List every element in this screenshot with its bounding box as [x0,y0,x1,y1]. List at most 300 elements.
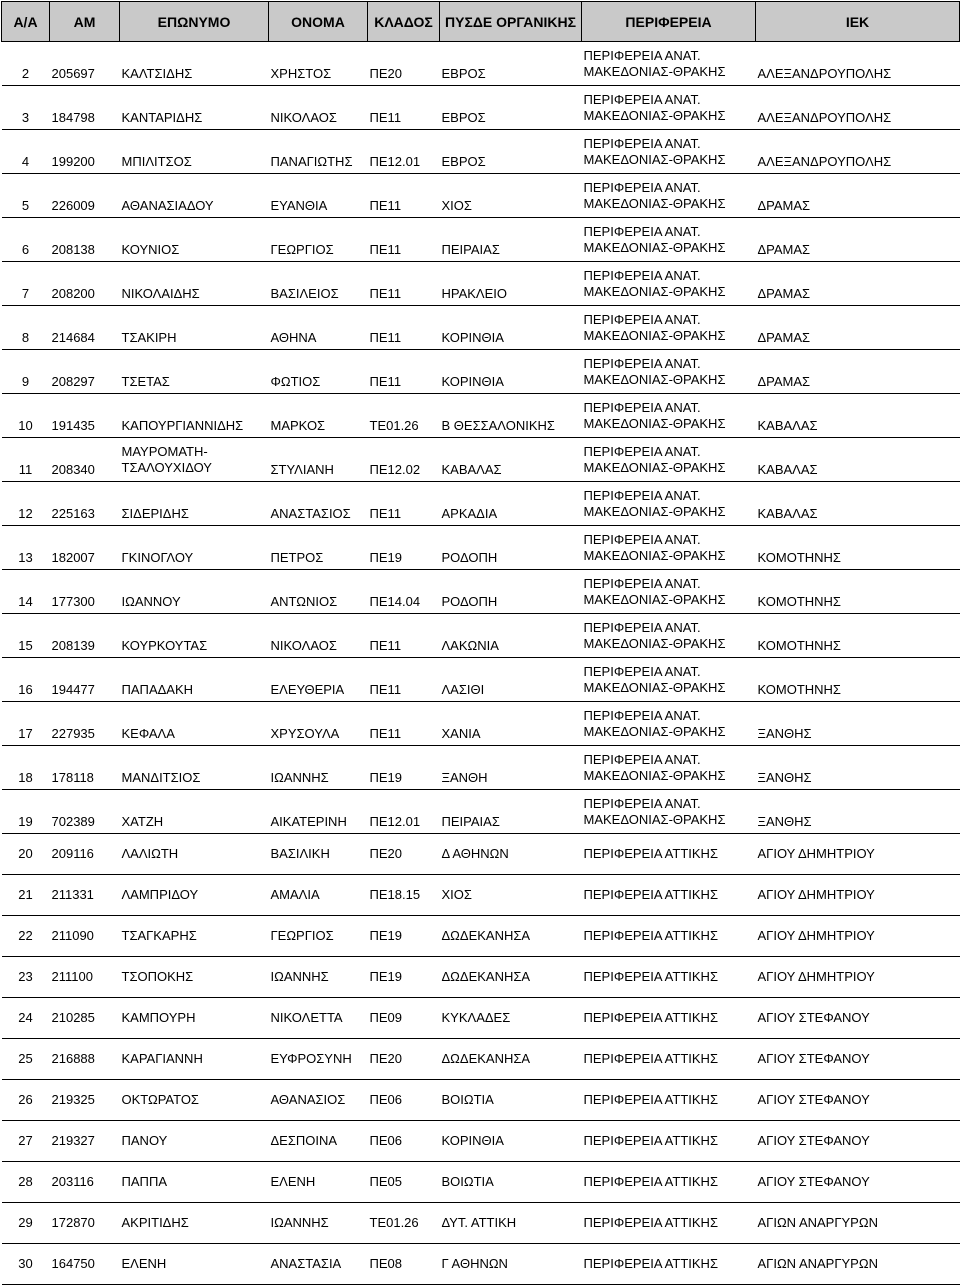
cell-klados: ΠΕ05 [368,1162,440,1203]
cell-klados: ΠΕ20 [368,42,440,86]
cell-aa: 20 [2,834,50,875]
cell-am: 208200 [50,262,120,306]
cell-perifereia-line1: ΠΕΡΙΦΕΡΕΙΑ ΑΝΑΤ. [583,311,701,327]
cell-aa: 8 [2,306,50,350]
cell-am: 203116 [50,1162,120,1203]
cell-klados: ΠΕ12.02 [368,438,440,482]
cell-onoma: ΝΙΚΟΛΕΤΤΑ [269,998,368,1039]
table-row [2,526,960,570]
cell-perifereia: ΠΕΡΙΦΕΡΕΙΑ ΑΤΤΙΚΗΣ [582,1121,756,1162]
cell-am: 225163 [50,482,120,526]
cell-eponymo: ΕΛΕΝΗ [120,1244,269,1285]
cell-eponymo: ΚΕΦΑΛΑ [120,702,269,746]
cell-aa: 10 [2,394,50,438]
cell-am: 219325 [50,1080,120,1121]
cell-perifereia-line1: ΠΕΡΙΦΕΡΕΙΑ ΑΝΑΤ. [583,179,701,195]
cell-onoma: ΑΝΑΣΤΑΣΙΑ [269,1244,368,1285]
table-body [2,42,960,1285]
cell-iek: ΑΓΙΟΥ ΣΤΕΦΑΝΟΥ [756,1121,960,1162]
cell-klados: ΠΕ06 [368,1080,440,1121]
header-aa: Α/Α [2,2,50,42]
cell-onoma: ΑΝΑΣΤΑΣΙΟΣ [269,482,368,526]
cell-aa: 2 [2,42,50,86]
cell-klados: ΠΕ19 [368,916,440,957]
cell-am: 210285 [50,998,120,1039]
cell-perifereia: ΠΕΡΙΦΕΡΕΙΑ ΑΤΤΙΚΗΣ [582,1039,756,1080]
cell-klados: ΠΕ11 [368,86,440,130]
cell-perifereia-line1: ΠΕΡΙΦΕΡΕΙΑ ΑΝΑΤ. [583,47,701,63]
table-row [2,1162,960,1203]
cell-onoma: ΕΥΦΡΟΣΥΝΗ [269,1039,368,1080]
cell-am: 164750 [50,1244,120,1285]
table-row [2,394,960,438]
table-row [2,998,960,1039]
cell-pysde: ΛΑΣΙΘΙ [440,658,582,702]
table-row [2,438,960,482]
table-row [2,875,960,916]
cell-onoma: ΣΤΥΛΙΑΝΗ [269,438,368,482]
cell-am: 226009 [50,174,120,218]
cell-pysde: ΧΙΟΣ [440,174,582,218]
cell-onoma: ΦΩΤΙΟΣ [269,350,368,394]
cell-perifereia-line1: ΠΕΡΙΦΕΡΕΙΑ ΑΝΑΤ. [583,443,701,459]
table-row [2,1244,960,1285]
cell-perifereia-line1: ΠΕΡΙΦΕΡΕΙΑ ΑΝΑΤ. [583,223,701,239]
cell-perifereia [582,746,756,790]
cell-onoma: ΠΑΝΑΓΙΩΤΗΣ [269,130,368,174]
cell-pysde: ΞΑΝΘΗ [440,746,582,790]
cell-am: 172870 [50,1203,120,1244]
table-row [2,86,960,130]
cell-onoma: ΝΙΚΟΛΑΟΣ [269,86,368,130]
cell-perifereia: ΠΕΡΙΦΕΡΕΙΑ ΑΤΤΙΚΗΣ [582,1203,756,1244]
cell-pysde: ΒΟΙΩΤΙΑ [440,1162,582,1203]
cell-eponymo: ΤΣΑΓΚΑΡΗΣ [120,916,269,957]
cell-aa: 21 [2,875,50,916]
cell-perifereia-line2: ΜΑΚΕΔΟΝΙΑΣ-ΘΡΑΚΗΣ [583,371,726,387]
header-am: ΑΜ [50,2,120,42]
cell-am: 182007 [50,526,120,570]
cell-onoma: ΕΛΕΝΗ [269,1162,368,1203]
cell-am: 208139 [50,614,120,658]
cell-aa: 11 [2,438,50,482]
cell-iek: ΔΡΑΜΑΣ [756,218,960,262]
cell-aa: 22 [2,916,50,957]
table-row [2,1203,960,1244]
cell-klados: ΠΕ11 [368,350,440,394]
table-row [2,350,960,394]
cell-onoma: ΙΩΑΝΝΗΣ [269,1203,368,1244]
cell-pysde: ΔΩΔΕΚΑΝΗΣΑ [440,916,582,957]
table-row [2,1080,960,1121]
cell-am: 227935 [50,702,120,746]
cell-perifereia [582,218,756,262]
cell-perifereia-line2: ΜΑΚΕΔΟΝΙΑΣ-ΘΡΑΚΗΣ [583,327,726,343]
cell-aa: 6 [2,218,50,262]
cell-onoma: ΕΛΕΥΘΕΡΙΑ [269,658,368,702]
cell-pysde: ΔΥΤ. ΑΤΤΙΚΗ [440,1203,582,1244]
cell-pysde: ΧΑΝΙΑ [440,702,582,746]
table-row [2,702,960,746]
cell-perifereia-line2: ΜΑΚΕΔΟΝΙΑΣ-ΘΡΑΚΗΣ [583,503,726,519]
cell-perifereia-line1: ΠΕΡΙΦΕΡΕΙΑ ΑΝΑΤ. [583,487,701,503]
table-row [2,306,960,350]
cell-aa: 15 [2,614,50,658]
cell-perifereia-line1: ΠΕΡΙΦΕΡΕΙΑ ΑΝΑΤ. [583,707,701,723]
cell-klados: ΠΕ11 [368,262,440,306]
cell-aa: 4 [2,130,50,174]
cell-perifereia [582,658,756,702]
cell-pysde: Γ ΑΘΗΝΩΝ [440,1244,582,1285]
cell-perifereia-line1: ΠΕΡΙΦΕΡΕΙΑ ΑΝΑΤ. [583,619,701,635]
cell-perifereia [582,174,756,218]
cell-perifereia-line1: ΠΕΡΙΦΕΡΕΙΑ ΑΝΑΤ. [583,355,701,371]
cell-onoma: ΑΙΚΑΤΕΡΙΝΗ [269,790,368,834]
cell-perifereia: ΠΕΡΙΦΕΡΕΙΑ ΑΤΤΙΚΗΣ [582,875,756,916]
cell-klados: ΠΕ19 [368,957,440,998]
cell-pysde: ΚΟΡΙΝΘΙΑ [440,1121,582,1162]
cell-aa: 17 [2,702,50,746]
cell-eponymo-line1: ΜΑΥΡΟΜΑΤΗ- [121,443,208,459]
cell-pysde: ΕΒΡΟΣ [440,42,582,86]
table-row [2,614,960,658]
cell-pysde: ΑΡΚΑΔΙΑ [440,482,582,526]
cell-perifereia-line2: ΜΑΚΕΔΟΝΙΑΣ-ΘΡΑΚΗΣ [583,415,726,431]
cell-iek: ΑΓΙΟΥ ΣΤΕΦΑΝΟΥ [756,1162,960,1203]
cell-pysde: ΕΒΡΟΣ [440,130,582,174]
cell-aa: 24 [2,998,50,1039]
cell-aa: 5 [2,174,50,218]
cell-perifereia: ΠΕΡΙΦΕΡΕΙΑ ΑΤΤΙΚΗΣ [582,1162,756,1203]
header-klados: ΚΛΑΔΟΣ [368,2,440,42]
cell-pysde: ΔΩΔΕΚΑΝΗΣΑ [440,957,582,998]
cell-perifereia-line2: ΜΑΚΕΔΟΝΙΑΣ-ΘΡΑΚΗΣ [583,63,726,79]
cell-aa: 19 [2,790,50,834]
cell-pysde: Β ΘΕΣΣΑΛΟΝΙΚΗΣ [440,394,582,438]
cell-eponymo: ΤΣΟΠΟΚΗΣ [120,957,269,998]
cell-iek: ΑΓΙΟΥ ΣΤΕΦΑΝΟΥ [756,1039,960,1080]
cell-am: 177300 [50,570,120,614]
cell-am: 211100 [50,957,120,998]
cell-pysde: ΒΟΙΩΤΙΑ [440,1080,582,1121]
cell-klados: ΠΕ11 [368,702,440,746]
cell-klados: ΠΕ19 [368,746,440,790]
cell-perifereia [582,790,756,834]
cell-onoma: ΑΘΑΝΑΣΙΟΣ [269,1080,368,1121]
cell-perifereia-line1: ΠΕΡΙΦΕΡΕΙΑ ΑΝΑΤ. [583,575,701,591]
table-row [2,130,960,174]
cell-aa: 28 [2,1162,50,1203]
cell-perifereia [582,438,756,482]
cell-eponymo: ΛΑΜΠΡΙΔΟΥ [120,875,269,916]
cell-perifereia-line2: ΜΑΚΕΔΟΝΙΑΣ-ΘΡΑΚΗΣ [583,107,726,123]
cell-iek: ΑΛΕΞΑΝΔΡΟΥΠΟΛΗΣ [756,42,960,86]
table-row [2,746,960,790]
cell-pysde: ΚΟΡΙΝΘΙΑ [440,306,582,350]
cell-iek: ΚΑΒΑΛΑΣ [756,438,960,482]
cell-perifereia: ΠΕΡΙΦΕΡΕΙΑ ΑΤΤΙΚΗΣ [582,998,756,1039]
cell-klados: ΠΕ09 [368,998,440,1039]
cell-iek: ΑΓΙΩΝ ΑΝΑΡΓΥΡΩΝ [756,1203,960,1244]
cell-klados: ΠΕ20 [368,834,440,875]
cell-onoma: ΙΩΑΝΝΗΣ [269,957,368,998]
cell-aa: 12 [2,482,50,526]
cell-onoma: ΒΑΣΙΛΙΚΗ [269,834,368,875]
table-row [2,482,960,526]
cell-am: 211331 [50,875,120,916]
cell-klados: ΠΕ11 [368,482,440,526]
cell-klados: ΠΕ11 [368,306,440,350]
cell-eponymo: ΛΑΛΙΩΤΗ [120,834,269,875]
cell-perifereia-line2: ΜΑΚΕΔΟΝΙΑΣ-ΘΡΑΚΗΣ [583,767,726,783]
cell-klados: ΠΕ18.15 [368,875,440,916]
cell-aa: 13 [2,526,50,570]
cell-am: 205697 [50,42,120,86]
cell-eponymo: ΜΠΙΛΙΤΣΟΣ [120,130,269,174]
cell-perifereia-line2: ΜΑΚΕΔΟΝΙΑΣ-ΘΡΑΚΗΣ [583,547,726,563]
cell-perifereia [582,526,756,570]
table-row [2,1121,960,1162]
cell-perifereia-line1: ΠΕΡΙΦΕΡΕΙΑ ΑΝΑΤ. [583,135,701,151]
cell-klados: ΠΕ20 [368,1039,440,1080]
cell-pysde: ΚΑΒΑΛΑΣ [440,438,582,482]
cell-perifereia-line2: ΜΑΚΕΔΟΝΙΑΣ-ΘΡΑΚΗΣ [583,679,726,695]
cell-perifereia-line2: ΜΑΚΕΔΟΝΙΑΣ-ΘΡΑΚΗΣ [583,195,726,211]
cell-eponymo-line2: ΤΣΑΛΟΥΧΙΔΟΥ [121,459,212,475]
cell-onoma: ΑΜΑΛΙΑ [269,875,368,916]
cell-onoma: ΝΙΚΟΛΑΟΣ [269,614,368,658]
table-row [2,174,960,218]
cell-klados: ΠΕ11 [368,174,440,218]
cell-klados: ΠΕ11 [368,218,440,262]
cell-perifereia: ΠΕΡΙΦΕΡΕΙΑ ΑΤΤΙΚΗΣ [582,1080,756,1121]
cell-iek: ΞΑΝΘΗΣ [756,746,960,790]
cell-klados: ΠΕ12.01 [368,790,440,834]
cell-am: 211090 [50,916,120,957]
cell-perifereia [582,394,756,438]
cell-eponymo: ΑΚΡΙΤΙΔΗΣ [120,1203,269,1244]
cell-eponymo: ΚΟΥΡΚΟΥΤΑΣ [120,614,269,658]
cell-pysde: ΔΩΔΕΚΑΝΗΣΑ [440,1039,582,1080]
cell-iek: ΑΓΙΟΥ ΔΗΜΗΤΡΙΟΥ [756,875,960,916]
cell-perifereia [582,482,756,526]
cell-iek: ΚΟΜΟΤΗΝΗΣ [756,526,960,570]
cell-klados: ΠΕ12.01 [368,130,440,174]
cell-klados: ΠΕ08 [368,1244,440,1285]
cell-eponymo: ΚΑΡΑΓΙΑΝΝΗ [120,1039,269,1080]
cell-aa: 16 [2,658,50,702]
cell-am: 216888 [50,1039,120,1080]
cell-onoma: ΒΑΣΙΛΕΙΟΣ [269,262,368,306]
cell-iek: ΔΡΑΜΑΣ [756,174,960,218]
table-row [2,1039,960,1080]
cell-iek: ΔΡΑΜΑΣ [756,262,960,306]
cell-iek: ΚΟΜΟΤΗΝΗΣ [756,614,960,658]
cell-pysde: ΡΟΔΟΠΗ [440,570,582,614]
cell-pysde: ΡΟΔΟΠΗ [440,526,582,570]
cell-eponymo: ΝΙΚΟΛΑΙΔΗΣ [120,262,269,306]
cell-am: 219327 [50,1121,120,1162]
cell-iek: ΚΟΜΟΤΗΝΗΣ [756,570,960,614]
cell-am: 208138 [50,218,120,262]
personnel-table [1,1,960,1285]
cell-perifereia-line2: ΜΑΚΕΔΟΝΙΑΣ-ΘΡΑΚΗΣ [583,591,726,607]
cell-aa: 3 [2,86,50,130]
cell-perifereia: ΠΕΡΙΦΕΡΕΙΑ ΑΤΤΙΚΗΣ [582,1244,756,1285]
cell-am: 208297 [50,350,120,394]
cell-perifereia-line2: ΜΑΚΕΔΟΝΙΑΣ-ΘΡΑΚΗΣ [583,811,726,827]
cell-perifereia-line2: ΜΑΚΕΔΟΝΙΑΣ-ΘΡΑΚΗΣ [583,239,726,255]
cell-perifereia: ΠΕΡΙΦΕΡΕΙΑ ΑΤΤΙΚΗΣ [582,957,756,998]
cell-perifereia-line2: ΜΑΚΕΔΟΝΙΑΣ-ΘΡΑΚΗΣ [583,459,726,475]
cell-aa: 30 [2,1244,50,1285]
cell-aa: 18 [2,746,50,790]
cell-pysde: ΚΥΚΛΑΔΕΣ [440,998,582,1039]
cell-perifereia-line1: ΠΕΡΙΦΕΡΕΙΑ ΑΝΑΤ. [583,531,701,547]
cell-onoma: ΑΘΗΝΑ [269,306,368,350]
cell-am: 702389 [50,790,120,834]
table-row [2,570,960,614]
cell-perifereia-line1: ΠΕΡΙΦΕΡΕΙΑ ΑΝΑΤ. [583,91,701,107]
cell-iek: ΔΡΑΜΑΣ [756,350,960,394]
cell-iek: ΑΓΙΟΥ ΣΤΕΦΑΝΟΥ [756,998,960,1039]
cell-am: 191435 [50,394,120,438]
header-perifereia: ΠΕΡΙΦΕΡΕΙΑ [582,2,756,42]
cell-iek: ΞΑΝΘΗΣ [756,790,960,834]
cell-klados: ΠΕ19 [368,526,440,570]
cell-perifereia [582,350,756,394]
cell-pysde: ΛΑΚΩΝΙΑ [440,614,582,658]
cell-onoma: ΧΡΗΣΤΟΣ [269,42,368,86]
header-eponymo: ΕΠΩΝΥΜΟ [120,2,269,42]
cell-onoma: ΧΡΥΣΟΥΛΑ [269,702,368,746]
cell-iek: ΚΟΜΟΤΗΝΗΣ [756,658,960,702]
cell-aa: 29 [2,1203,50,1244]
cell-eponymo: ΤΣΕΤΑΣ [120,350,269,394]
cell-am: 194477 [50,658,120,702]
cell-iek: ΑΓΙΩΝ ΑΝΑΡΓΥΡΩΝ [756,1244,960,1285]
cell-iek: ΚΑΒΑΛΑΣ [756,482,960,526]
table-row [2,834,960,875]
cell-eponymo: ΚΑΠΟΥΡΓΙΑΝΝΙΔΗΣ [120,394,269,438]
cell-perifereia-line1: ΠΕΡΙΦΕΡΕΙΑ ΑΝΑΤ. [583,399,701,415]
cell-onoma: ΕΥΑΝΘΙΑ [269,174,368,218]
cell-onoma: ΔΕΣΠΟΙΝΑ [269,1121,368,1162]
cell-onoma: ΓΕΩΡΓΙΟΣ [269,916,368,957]
table-row [2,790,960,834]
cell-aa: 27 [2,1121,50,1162]
cell-am: 178118 [50,746,120,790]
cell-perifereia: ΠΕΡΙΦΕΡΕΙΑ ΑΤΤΙΚΗΣ [582,916,756,957]
cell-perifereia-line2: ΜΑΚΕΔΟΝΙΑΣ-ΘΡΑΚΗΣ [583,283,726,299]
cell-aa: 23 [2,957,50,998]
cell-pysde: ΗΡΑΚΛΕΙΟ [440,262,582,306]
cell-pysde: ΠΕΙΡΑΙΑΣ [440,790,582,834]
cell-eponymo: ΧΑΤΖΗ [120,790,269,834]
cell-perifereia [582,130,756,174]
cell-klados: ΠΕ11 [368,658,440,702]
cell-aa: 25 [2,1039,50,1080]
header-pysde: ΠΥΣΔΕ ΟΡΓΑΝΙΚΗΣ [440,2,582,42]
cell-eponymo: ΜΑΝΔΙΤΣΙΟΣ [120,746,269,790]
cell-pysde: ΚΟΡΙΝΘΙΑ [440,350,582,394]
cell-perifereia-line2: ΜΑΚΕΔΟΝΙΑΣ-ΘΡΑΚΗΣ [583,723,726,739]
cell-iek: ΚΑΒΑΛΑΣ [756,394,960,438]
cell-iek: ΑΛΕΞΑΝΔΡΟΥΠΟΛΗΣ [756,86,960,130]
cell-onoma: ΙΩΑΝΝΗΣ [269,746,368,790]
cell-eponymo: ΤΣΑΚΙΡΗ [120,306,269,350]
cell-iek: ΞΑΝΘΗΣ [756,702,960,746]
header-iek: ΙΕΚ [756,2,960,42]
cell-aa: 7 [2,262,50,306]
cell-perifereia-line2: ΜΑΚΕΔΟΝΙΑΣ-ΘΡΑΚΗΣ [583,635,726,651]
cell-am: 208340 [50,438,120,482]
cell-iek: ΑΓΙΟΥ ΣΤΕΦΑΝΟΥ [756,1080,960,1121]
table-row [2,957,960,998]
cell-eponymo: ΚΑΝΤΑΡΙΔΗΣ [120,86,269,130]
cell-eponymo: ΠΑΠΑΔΑΚΗ [120,658,269,702]
cell-eponymo: ΚΑΛΤΣΙΔΗΣ [120,42,269,86]
cell-klados: ΠΕ11 [368,614,440,658]
cell-iek: ΑΛΕΞΑΝΔΡΟΥΠΟΛΗΣ [756,130,960,174]
cell-pysde: ΕΒΡΟΣ [440,86,582,130]
cell-perifereia [582,306,756,350]
cell-eponymo: ΣΙΔΕΡΙΔΗΣ [120,482,269,526]
table-row [2,916,960,957]
cell-perifereia [582,262,756,306]
table-row [2,218,960,262]
cell-iek: ΑΓΙΟΥ ΔΗΜΗΤΡΙΟΥ [756,916,960,957]
cell-am: 214684 [50,306,120,350]
cell-klados: ΤΕ01.26 [368,1203,440,1244]
table-header-row [2,2,960,42]
cell-eponymo: ΓΚΙΝΟΓΛΟΥ [120,526,269,570]
cell-eponymo: ΠΑΝΟΥ [120,1121,269,1162]
cell-iek: ΑΓΙΟΥ ΔΗΜΗΤΡΙΟΥ [756,957,960,998]
cell-iek: ΑΓΙΟΥ ΔΗΜΗΤΡΙΟΥ [756,834,960,875]
cell-eponymo: ΚΟΥΝΙΟΣ [120,218,269,262]
cell-pysde: ΠΕΙΡΑΙΑΣ [440,218,582,262]
cell-eponymo: ΟΚΤΩΡΑΤΟΣ [120,1080,269,1121]
cell-aa: 9 [2,350,50,394]
cell-onoma: ΓΕΩΡΓΙΟΣ [269,218,368,262]
cell-klados: ΤΕ01.26 [368,394,440,438]
table-row [2,42,960,86]
cell-am: 199200 [50,130,120,174]
cell-eponymo: ΠΑΠΠΑ [120,1162,269,1203]
cell-perifereia: ΠΕΡΙΦΕΡΕΙΑ ΑΤΤΙΚΗΣ [582,834,756,875]
cell-perifereia [582,702,756,746]
cell-eponymo [120,438,269,482]
cell-eponymo: ΑΘΑΝΑΣΙΑΔΟΥ [120,174,269,218]
table-row [2,262,960,306]
cell-eponymo: ΙΩΑΝΝΟΥ [120,570,269,614]
cell-am: 184798 [50,86,120,130]
cell-perifereia [582,42,756,86]
cell-perifereia [582,614,756,658]
cell-onoma: ΠΕΤΡΟΣ [269,526,368,570]
cell-perifereia [582,86,756,130]
cell-aa: 26 [2,1080,50,1121]
cell-perifereia-line1: ΠΕΡΙΦΕΡΕΙΑ ΑΝΑΤ. [583,751,701,767]
cell-iek: ΔΡΑΜΑΣ [756,306,960,350]
cell-onoma: ΑΝΤΩΝΙΟΣ [269,570,368,614]
table-row [2,658,960,702]
cell-perifereia-line2: ΜΑΚΕΔΟΝΙΑΣ-ΘΡΑΚΗΣ [583,151,726,167]
cell-perifereia-line1: ΠΕΡΙΦΕΡΕΙΑ ΑΝΑΤ. [583,795,701,811]
cell-perifereia-line1: ΠΕΡΙΦΕΡΕΙΑ ΑΝΑΤ. [583,267,701,283]
cell-am: 209116 [50,834,120,875]
